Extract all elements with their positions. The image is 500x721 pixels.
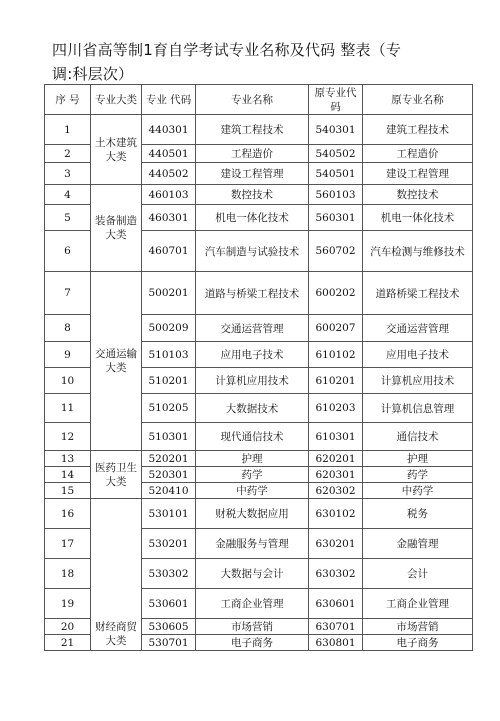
header-seq: 序 号 — [45, 85, 91, 115]
cell-orig-code: 630302 — [309, 559, 363, 589]
cell-seq: 14 — [45, 467, 91, 483]
major-code-table — [44, 84, 473, 651]
cell-orig-name: 机电一体化技术 — [363, 205, 473, 231]
cell-seq: 18 — [45, 559, 91, 589]
cell-seq: 19 — [45, 589, 91, 619]
cell-name: 药学 — [196, 467, 309, 483]
cell-seq: 2 — [45, 145, 91, 163]
cell-orig-code: 560103 — [309, 185, 363, 205]
cell-seq: 12 — [45, 423, 91, 451]
cell-orig-name: 工程造价 — [363, 145, 473, 163]
cell-code: 530605 — [142, 619, 196, 635]
cell-name: 工商企业管理 — [196, 589, 309, 619]
cell-code: 530302 — [142, 559, 196, 589]
header-name: 专业名称 — [196, 85, 309, 115]
cell-name: 电子商务 — [196, 635, 309, 651]
cell-seq: 5 — [45, 205, 91, 231]
cell-orig-name: 建设工程管理 — [363, 163, 473, 185]
cell-orig-name: 中药学 — [363, 483, 473, 499]
category-cell: 装备制造大类 — [91, 185, 142, 272]
cell-code: 500209 — [142, 315, 196, 342]
header-orig-code: 原专业代码 — [309, 85, 363, 115]
cell-seq: 8 — [45, 315, 91, 342]
cell-orig-name: 道路桥梁工程技术 — [363, 272, 473, 315]
cell-code: 520201 — [142, 451, 196, 467]
cell-orig-code: 560301 — [309, 205, 363, 231]
cell-name: 金融服务与管理 — [196, 529, 309, 559]
cell-orig-code: 610203 — [309, 394, 363, 423]
cell-orig-name: 电子商务 — [363, 635, 473, 651]
cell-name: 财税大数据应用 — [196, 499, 309, 529]
table-row — [45, 115, 473, 145]
cell-orig-code: 610102 — [309, 342, 363, 368]
cell-name: 道路与桥梁工程技术 — [196, 272, 309, 315]
table-row — [45, 499, 473, 529]
cell-seq: 7 — [45, 272, 91, 315]
cell-name: 市场营销 — [196, 619, 309, 635]
cell-orig-code: 620201 — [309, 451, 363, 467]
cell-orig-name: 应用电子技术 — [363, 342, 473, 368]
cell-orig-code: 600207 — [309, 315, 363, 342]
cell-orig-name: 护理 — [363, 451, 473, 467]
cell-orig-code: 630102 — [309, 499, 363, 529]
cell-seq: 15 — [45, 483, 91, 499]
category-cell: 交通运输大类 — [91, 272, 142, 451]
category-cell: 土木建筑大类 — [91, 115, 142, 185]
cell-name: 交通运营管理 — [196, 315, 309, 342]
cell-orig-code: 610301 — [309, 423, 363, 451]
cell-orig-code: 600202 — [309, 272, 363, 315]
cell-name: 计算机应用技术 — [196, 368, 309, 394]
cell-name: 护理 — [196, 451, 309, 467]
cell-name: 大数据与会计 — [196, 559, 309, 589]
header-code: 专业 代码 — [142, 85, 196, 115]
cell-orig-name: 市场营销 — [363, 619, 473, 635]
title-line-1: 四川省高等制1育自学考试专业名称及代码 整表（专 — [52, 41, 402, 59]
cell-seq: 20 — [45, 619, 91, 635]
cell-seq: 11 — [45, 394, 91, 423]
cell-seq: 9 — [45, 342, 91, 368]
cell-code: 530201 — [142, 529, 196, 559]
cell-orig-code: 630801 — [309, 635, 363, 651]
cell-code: 460301 — [142, 205, 196, 231]
cell-code: 460103 — [142, 185, 196, 205]
cell-code: 440501 — [142, 145, 196, 163]
cell-seq: 16 — [45, 499, 91, 529]
cell-orig-code: 630701 — [309, 619, 363, 635]
table-row — [45, 451, 473, 467]
title-line-2: 调:科层次） — [52, 65, 134, 83]
cell-orig-name: 数控技术 — [363, 185, 473, 205]
cell-code: 440502 — [142, 163, 196, 185]
cell-code: 530701 — [142, 635, 196, 651]
cell-seq: 21 — [45, 635, 91, 651]
cell-orig-name: 汽车检测与维修技术 — [363, 231, 473, 272]
cell-name: 应用电子技术 — [196, 342, 309, 368]
cell-orig-name: 计算机信息管理 — [363, 394, 473, 423]
cell-seq: 6 — [45, 231, 91, 272]
cell-seq: 3 — [45, 163, 91, 185]
cell-code: 440301 — [142, 115, 196, 145]
cell-name: 工程造价 — [196, 145, 309, 163]
cell-seq: 1 — [45, 115, 91, 145]
cell-name: 建筑工程技术 — [196, 115, 309, 145]
header-category: 专业大类 — [91, 85, 142, 115]
cell-name: 中药学 — [196, 483, 309, 499]
table-row — [45, 272, 473, 315]
cell-seq: 17 — [45, 529, 91, 559]
cell-orig-code: 620302 — [309, 483, 363, 499]
cell-orig-name: 计算机应用技术 — [363, 368, 473, 394]
cell-orig-code: 560702 — [309, 231, 363, 272]
document-title — [52, 38, 462, 86]
cell-name: 数控技术 — [196, 185, 309, 205]
cell-orig-name: 建筑工程技术 — [363, 115, 473, 145]
cell-code: 510103 — [142, 342, 196, 368]
cell-code: 530601 — [142, 589, 196, 619]
cell-orig-name: 会计 — [363, 559, 473, 589]
cell-name: 建设工程管理 — [196, 163, 309, 185]
cell-seq: 13 — [45, 451, 91, 467]
cell-orig-name: 金融管理 — [363, 529, 473, 559]
cell-name: 汽车制造与试验技术 — [196, 231, 309, 272]
cell-orig-name: 税务 — [363, 499, 473, 529]
cell-code: 510205 — [142, 394, 196, 423]
cell-orig-code: 540502 — [309, 145, 363, 163]
cell-orig-code: 610201 — [309, 368, 363, 394]
cell-code: 520410 — [142, 483, 196, 499]
cell-code: 520301 — [142, 467, 196, 483]
table-row — [45, 185, 473, 205]
cell-orig-name: 工商企业管理 — [363, 589, 473, 619]
cell-code: 530101 — [142, 499, 196, 529]
cell-code: 510201 — [142, 368, 196, 394]
cell-orig-name: 交通运营管理 — [363, 315, 473, 342]
header-row — [45, 85, 473, 115]
cell-orig-code: 630201 — [309, 529, 363, 559]
cell-orig-name: 通信技术 — [363, 423, 473, 451]
cell-orig-code: 630601 — [309, 589, 363, 619]
cell-seq: 4 — [45, 185, 91, 205]
cell-orig-code: 540501 — [309, 163, 363, 185]
cell-name: 机电一体化技术 — [196, 205, 309, 231]
category-cell: 医药卫生大类 — [91, 451, 142, 499]
cell-code: 500201 — [142, 272, 196, 315]
cell-name: 大数据技术 — [196, 394, 309, 423]
cell-seq: 10 — [45, 368, 91, 394]
cell-name: 现代通信技术 — [196, 423, 309, 451]
category-cell: 财经商贸大类 — [91, 499, 142, 651]
cell-orig-code: 620301 — [309, 467, 363, 483]
header-orig-name: 原专业名称 — [363, 85, 473, 115]
cell-orig-code: 540301 — [309, 115, 363, 145]
cell-code: 510301 — [142, 423, 196, 451]
cell-code: 460701 — [142, 231, 196, 272]
cell-orig-name: 药学 — [363, 467, 473, 483]
